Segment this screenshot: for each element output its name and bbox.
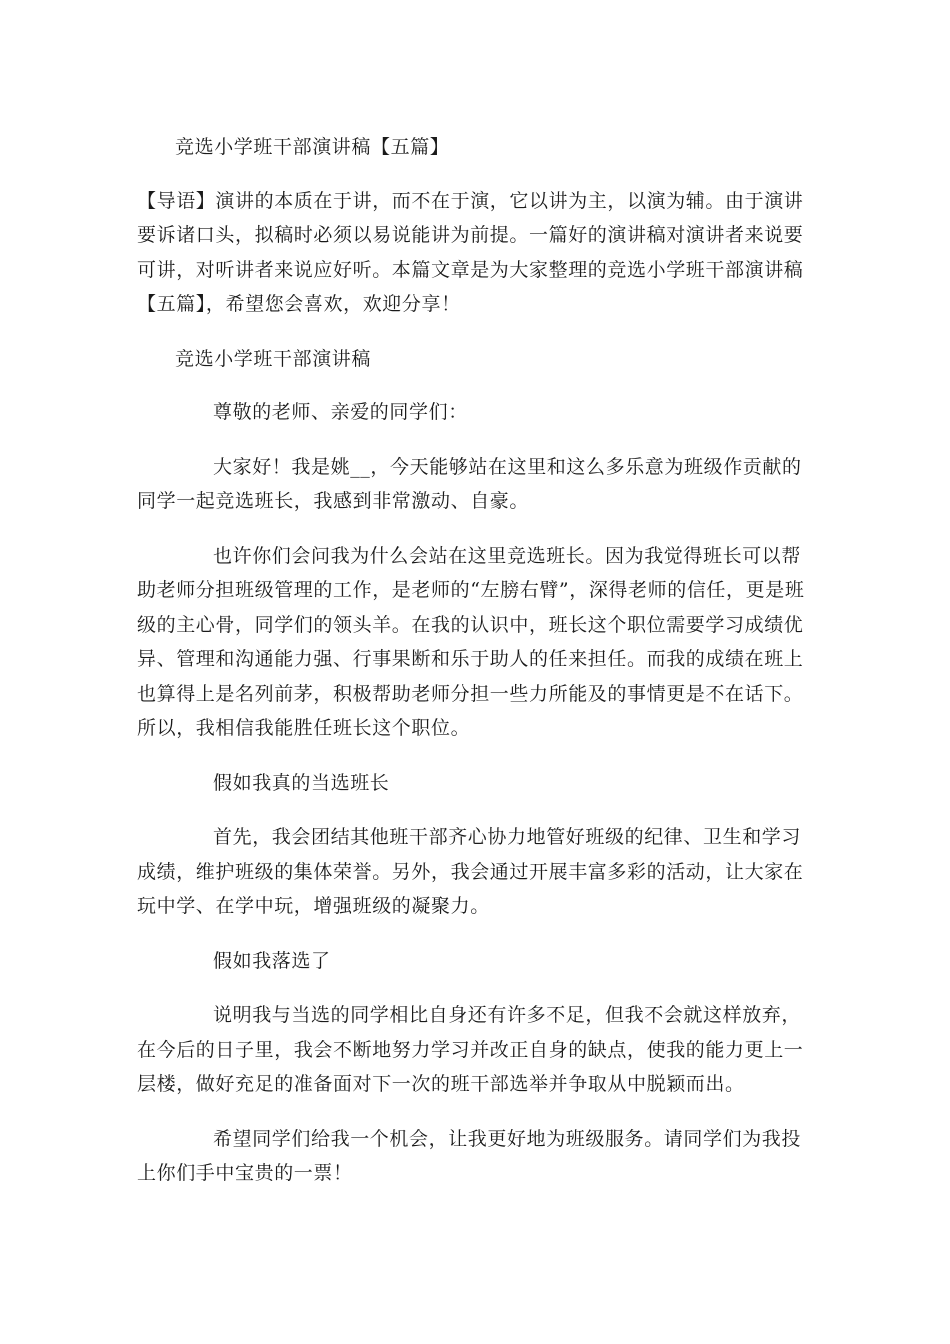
- closing-paragraph: 希望同学们给我一个机会，让我更好地为班级服务。请同学们为我投上你们手中宝贵的一票！: [137, 1127, 802, 1184]
- document-title: 竞选小学班干部演讲稿【五篇】: [175, 136, 450, 158]
- document-body: [137, 130, 817, 1191]
- body-paragraph: 大家好！我是姚__，今天能够站在这里和这么多乐意为班级作贡献的同学一起竞选班长，我感到非常激动、自豪。: [137, 455, 802, 512]
- body-paragraph: 说明我与当选的同学相比自身还有许多不足，但我不会就这样放弃，在今后的日子里，我会不断地努力学习并改正自身的缺点，使我的能力更上一层楼，做好充足的准备面对下一次的班干部选举并争取从中脱颖而出。: [137, 1004, 804, 1095]
- body-paragraph: 也许你们会问我为什么会站在这里竞选班长。因为我觉得班长可以帮助老师分担班级管理的工作，是老师的“左膀右臂”，深得老师的信任，更是班级的主心骨，同学们的领头羊。在我的认识中，班长这个职位需要学习成绩优异、管理和沟通能力强、行事果断和乐于助人的任来担任。而我的成绩在班上也算得上是名列前茅，积极帮助老师分担一些力所能及的事情更是不在话下。所以，我相信我能胜任班长这个职位。: [137, 544, 805, 739]
- speech-subtitle: 竞选小学班干部演讲稿: [175, 347, 372, 370]
- section-heading: 假如我落选了: [213, 949, 331, 972]
- section-heading: 假如我真的当选班长: [213, 771, 390, 794]
- greeting-paragraph: 尊敬的老师、亲爱的同学们：: [213, 401, 468, 423]
- intro-paragraph: 【导语】演讲的本质在于讲，而不在于演，它以讲为主，以演为辅。由于演讲要诉诸口头，拟稿时必须以易说能讲为前提。一篇好的演讲稿对演讲者来说要可讲，对听讲者来说应好听。本篇文章是为大家整理的竞选小学班干部演讲稿【五篇】，希望您会喜欢，欢迎分享！: [137, 189, 804, 315]
- body-paragraph: 首先，我会团结其他班干部齐心协力地管好班级的纪律、卫生和学习成绩，维护班级的集体荣誉。另外，我会通过开展丰富多彩的活动，让大家在玩中学、在学中玩，增强班级的凝聚力。: [137, 826, 804, 917]
